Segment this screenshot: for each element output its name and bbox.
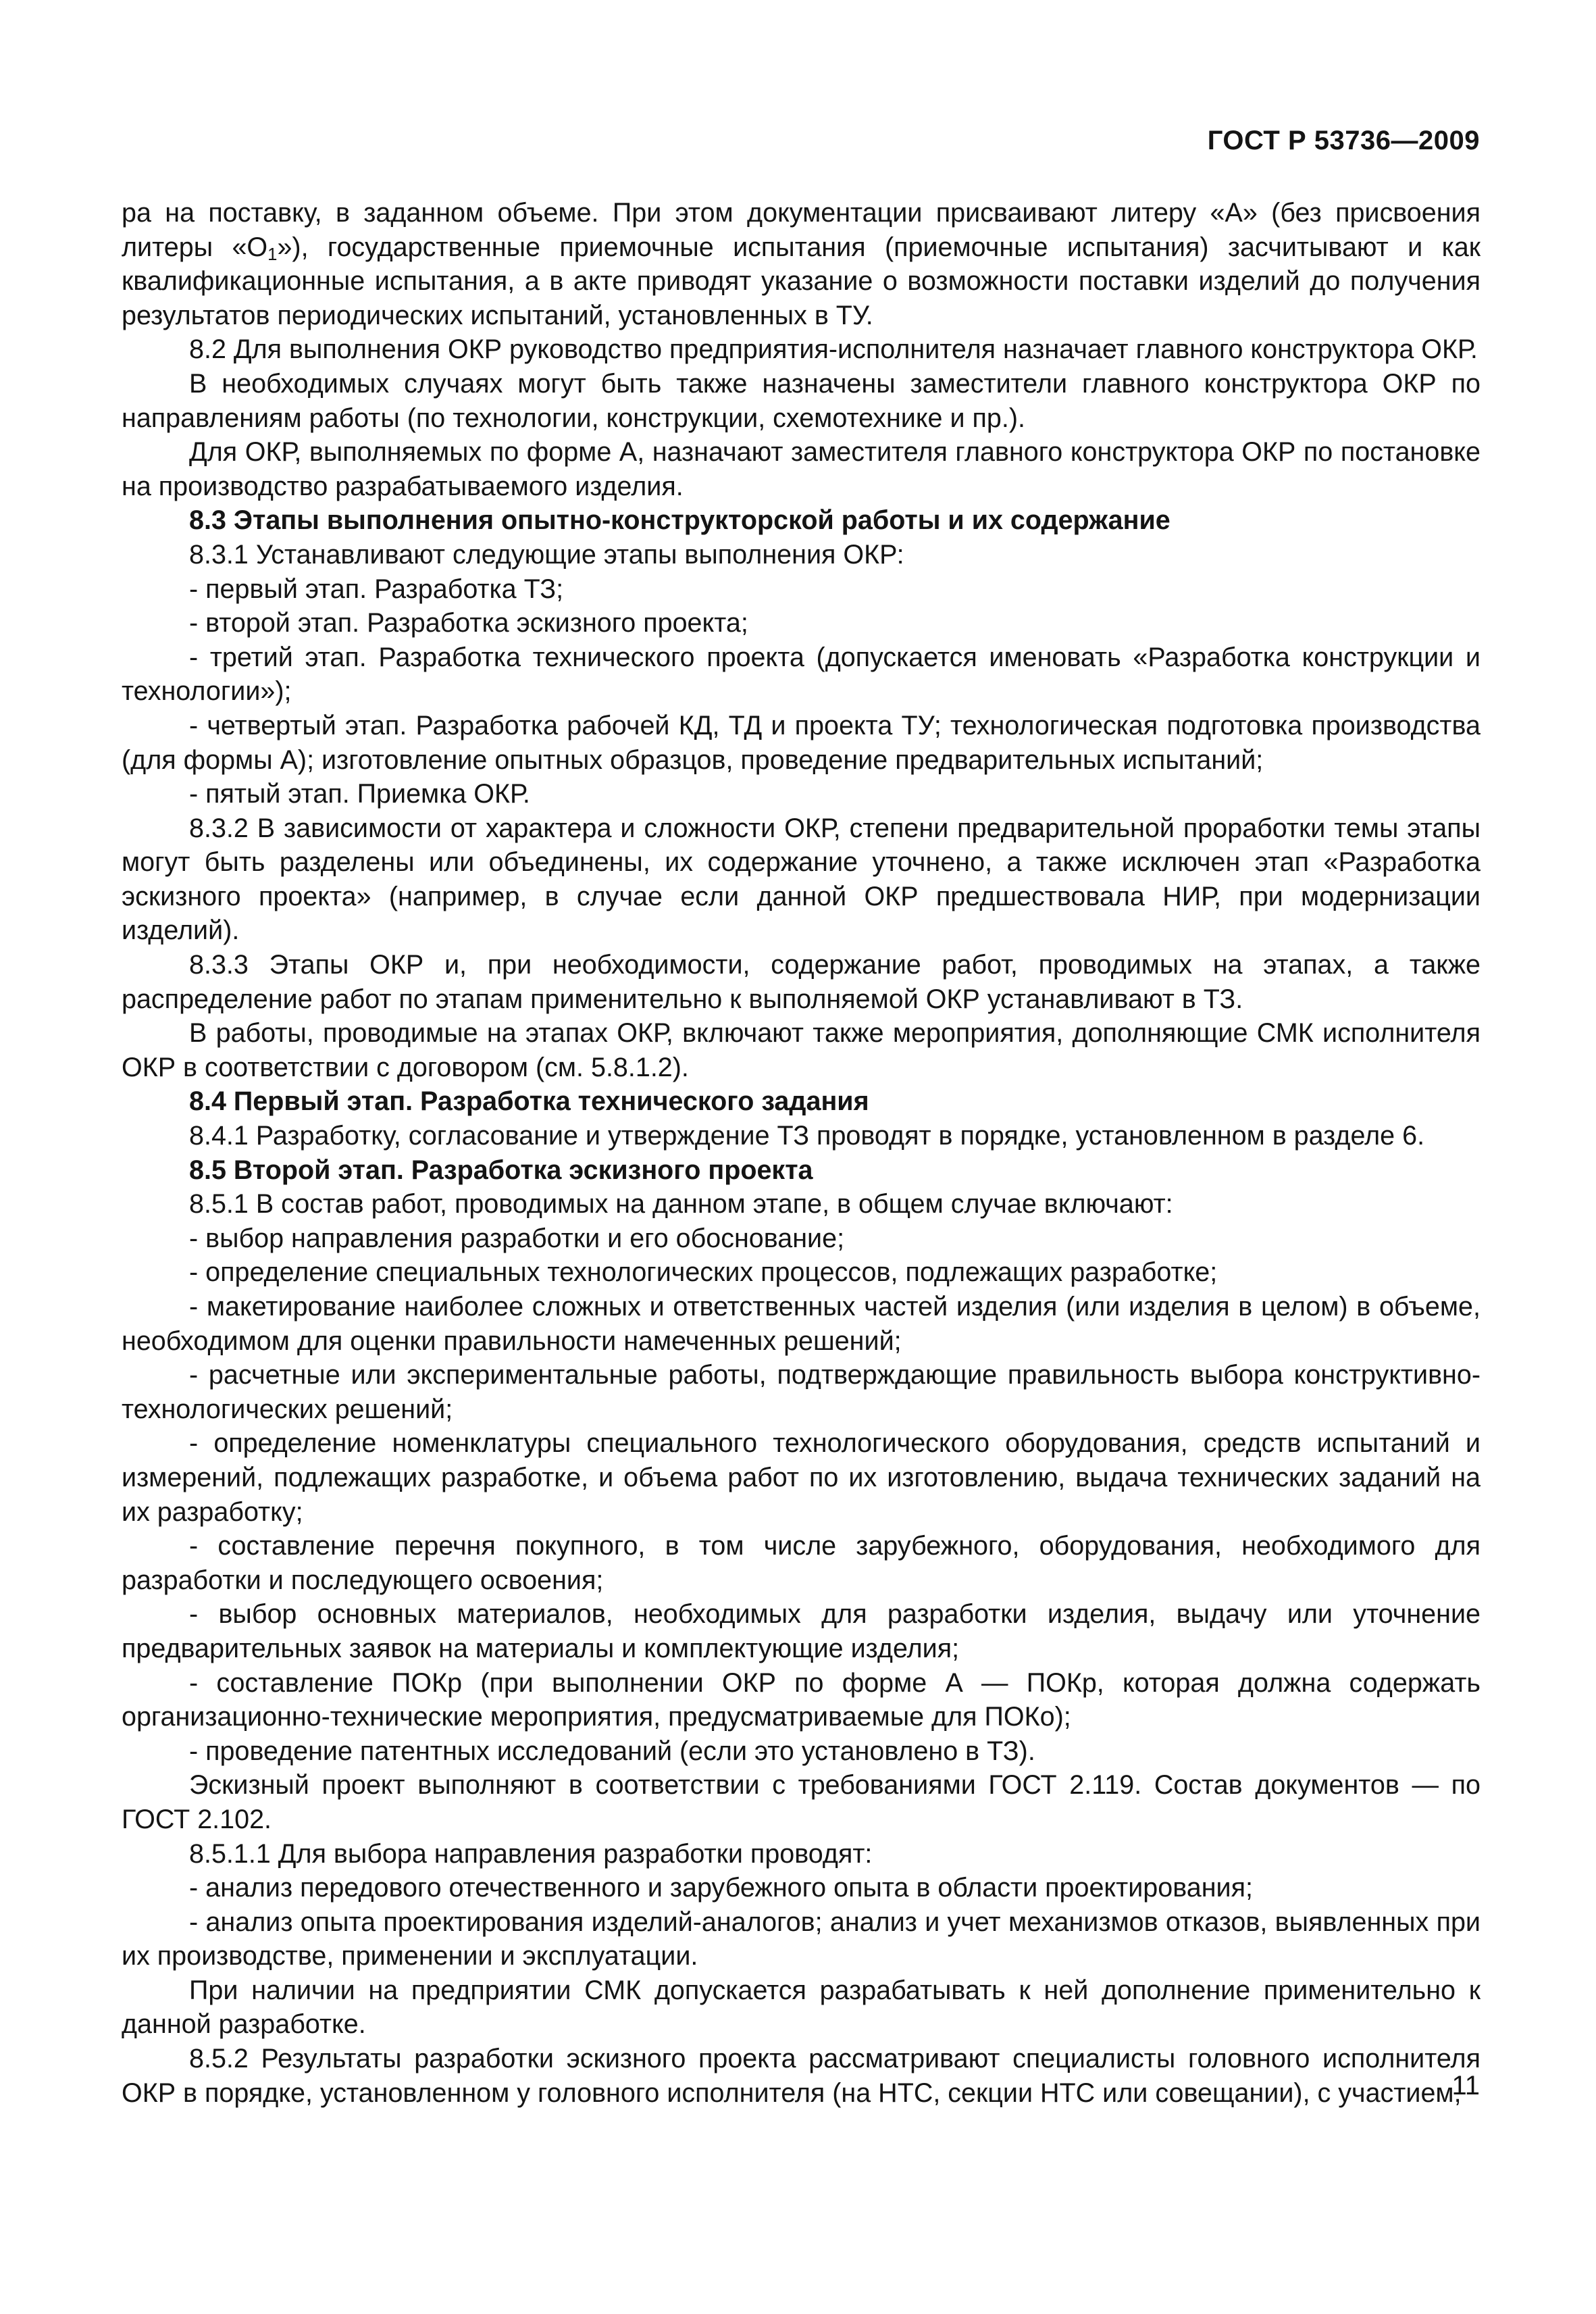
paragraph: При наличии на предприятии СМК допускается разрабатывать к ней дополнение применительно к данной разработке. [122,1975,1481,2040]
list-item: - расчетные или экспериментальные работы, подтверждающие правильность выбора конструктивно-технологических решений; [122,1360,1481,1424]
paragraph: 8.5.1.1 Для выбора направления разработки проводят: [189,1838,873,1869]
list-item: - первый этап. Разработка ТЗ; [189,574,564,604]
paragraph: Эскизный проект выполняют в соответствии с требованиями ГОСТ 2.119. Состав документов — по ГОСТ 2.102. [122,1770,1481,1834]
paragraph: В работы, проводимые на этапах ОКР, включают также мероприятия, дополняющие СМК исполнителя ОКР в соответствии с договором (см. 5.8.1.2). [122,1018,1481,1082]
list-item: - анализ опыта проектирования изделий-аналогов; анализ и учет механизмов отказов, выявленных при их производстве, применении и эксплуатации. [122,1907,1481,1971]
list-item: - составление перечня покупного, в том числе зарубежного, оборудования, необходимого для разработки и последующего освоения; [122,1531,1481,1595]
page-number: 11 [1451,2071,1480,2101]
list-item: - анализ передового отечественного и зарубежного опыта в области проектирования; [189,1873,1253,1903]
section-heading: 8.3 Этапы выполнения опытно-конструкторской работы и их содержание [189,505,1170,536]
paragraph: 8.2 Для выполнения ОКР руководство предприятия-исполнителя назначает главного конструктора ОКР. [189,334,1478,365]
paragraph: 8.3.2 В зависимости от характера и сложности ОКР, степени предварительной проработки темы этапы могут быть разделены или объединены, их содержание уточнено, а также исключен этап «Разработка эскизного проекта» (например, в случае если данной ОКР предшествовала НИР, при модернизации изделий). [122,813,1481,946]
paragraph: 8.3.3 Этапы ОКР и, при необходимости, содержание работ, проводимых на этапах, а также распределение работ по этапам применительно к выполняемой ОКР устанавливают в ТЗ. [122,950,1481,1014]
section-heading: 8.4 Первый этап. Разработка технического задания [189,1086,869,1117]
paragraph: Для ОКР, выполняемых по форме А, назначают заместителя главного конструктора ОКР по постановке на производство разрабатываемого изделия. [122,437,1481,501]
list-item: - проведение патентных исследований (если это установлено в ТЗ). [189,1736,1035,1766]
paragraph: 8.4.1 Разработку, согласование и утверждение ТЗ проводят в порядке, установленном в разделе 6. [189,1121,1425,1151]
paragraph: 8.5.2 Результаты разработки эскизного проекта рассматривают специалисты головного исполнителя ОКР в порядке, установленном у головного исполнителя (на НТС, секции НТС или совещании), с участием, [122,2044,1481,2108]
document-body [122,196,1481,2110]
list-item: - составление ПОКр (при выполнении ОКР по форме А — ПОКр, которая должна содержать организационно-технические мероприятия, предусматриваемые для ПОКо); [122,1667,1481,1732]
list-item: - четвертый этап. Разработка рабочей КД, ТД и проекта ТУ; технологическая подготовка производства (для формы А); изготовление опытных образцов, проведение предварительных испытаний; [122,710,1481,775]
list-item: - макетирование наиболее сложных и ответственных частей изделия (или изделия в целом) в объеме, необходимом для оценки правильности намеченных решений; [122,1292,1481,1356]
section-heading: 8.5 Второй этап. Разработка эскизного проекта [189,1155,813,1185]
paragraph: В необходимых случаях могут быть также назначены заместители главного конструктора ОКР по направлениям работы (по технологии, конструкции, схемотехнике и пр.). [122,368,1481,433]
paragraph-text: ра на поставку, в заданном объеме. При этом документации присваивают литеру «А» (без присвоения литеры «О [122,198,1481,262]
paragraph: 8.5.1 В состав работ, проводимых на данном этапе, в общем случае включают: [189,1189,1173,1219]
document-header-standard-number: ГОСТ Р 53736—2009 [1207,126,1480,155]
list-item: - пятый этап. Приемка ОКР. [189,779,530,809]
paragraph-text-end: »), государственные приемочные испытания (приемочные испытания) засчитывают и как квалификационные испытания, а в акте приводят указание о возможности поставки изделий до получения результатов периодических испытаний, установленных в ТУ. [122,232,1481,330]
paragraph: 8.3.1 Устанавливают следующие этапы выполнения ОКР: [189,539,904,570]
list-item: - третий этап. Разработка технического проекта (допускается именовать «Разработка конструкции и технологии»); [122,642,1481,707]
list-item: - определение номенклатуры специального технологического оборудования, средств испытаний и измерений, подлежащих разработке, и объема работ по их изготовлению, выдача технических заданий на их разработку; [122,1428,1481,1527]
list-item: - выбор основных материалов, необходимых для разработки изделия, выдачу или уточнение предварительных заявок на материалы и комплектующие изделия; [122,1599,1481,1663]
list-item: - определение специальных технологических процессов, подлежащих разработке; [189,1257,1218,1288]
paragraph [122,196,1481,332]
list-item: - второй этап. Разработка эскизного проекта; [189,608,748,638]
list-item: - выбор направления разработки и его обоснование; [189,1223,845,1253]
subscript: 1 [267,245,278,264]
